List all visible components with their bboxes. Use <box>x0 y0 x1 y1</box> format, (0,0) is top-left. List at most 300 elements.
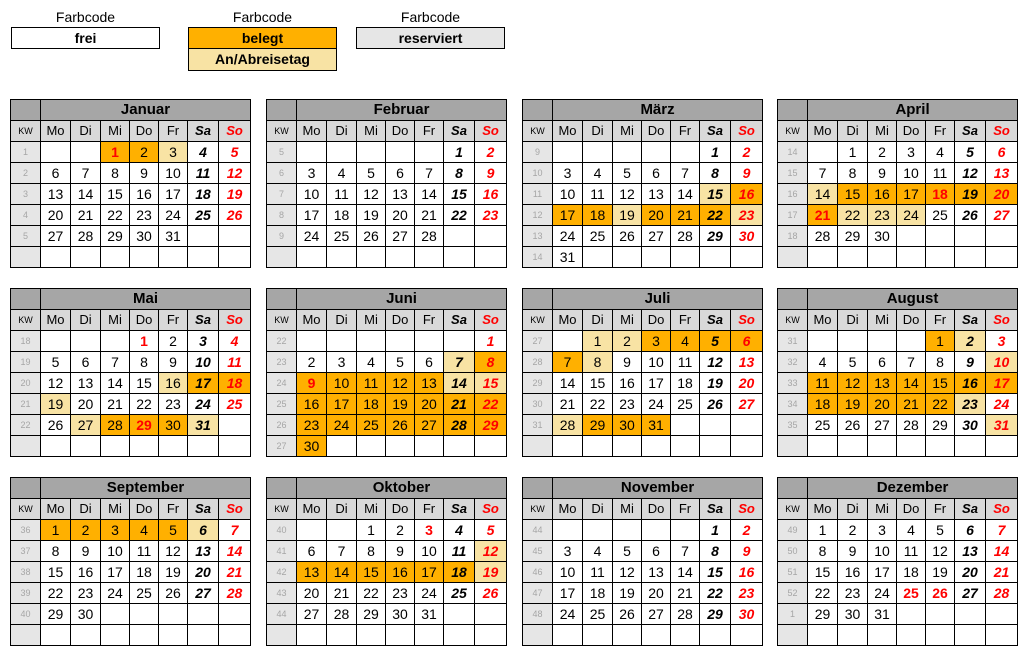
day-cell[interactable]: 28 <box>327 604 357 625</box>
day-cell[interactable]: 27 <box>868 415 897 436</box>
day-cell[interactable]: 13 <box>188 541 219 562</box>
day-cell[interactable]: 8 <box>838 163 868 184</box>
day-cell[interactable]: 22 <box>357 583 386 604</box>
day-cell[interactable]: 4 <box>130 520 159 541</box>
day-cell[interactable]: 29 <box>357 604 386 625</box>
day-cell[interactable]: 15 <box>583 373 613 394</box>
day-cell[interactable]: 1 <box>475 331 507 352</box>
day-cell[interactable]: 22 <box>444 205 475 226</box>
day-cell[interactable]: 26 <box>838 415 868 436</box>
day-cell[interactable]: 24 <box>897 205 926 226</box>
day-cell[interactable]: 12 <box>926 541 955 562</box>
day-cell[interactable]: 17 <box>642 373 671 394</box>
day-cell[interactable]: 22 <box>808 583 838 604</box>
day-cell[interactable]: 7 <box>71 163 101 184</box>
day-cell[interactable]: 14 <box>808 184 838 205</box>
day-cell[interactable]: 21 <box>327 583 357 604</box>
day-cell[interactable]: 29 <box>838 226 868 247</box>
day-cell[interactable]: 23 <box>386 583 415 604</box>
day-cell[interactable]: 21 <box>415 205 444 226</box>
day-cell[interactable]: 12 <box>475 541 507 562</box>
day-cell[interactable]: 15 <box>41 562 71 583</box>
day-cell[interactable]: 17 <box>159 184 188 205</box>
day-cell[interactable]: 13 <box>297 562 327 583</box>
day-cell[interactable]: 26 <box>159 583 188 604</box>
day-cell[interactable]: 2 <box>731 520 763 541</box>
day-cell[interactable]: 10 <box>159 163 188 184</box>
day-cell[interactable]: 29 <box>130 415 159 436</box>
day-cell[interactable]: 23 <box>71 583 101 604</box>
day-cell[interactable]: 19 <box>700 373 731 394</box>
day-cell[interactable]: 18 <box>808 394 838 415</box>
day-cell[interactable]: 27 <box>731 394 763 415</box>
day-cell[interactable]: 7 <box>327 541 357 562</box>
day-cell[interactable]: 28 <box>101 415 130 436</box>
day-cell[interactable]: 8 <box>700 163 731 184</box>
day-cell[interactable]: 18 <box>188 184 219 205</box>
day-cell[interactable]: 28 <box>444 415 475 436</box>
day-cell[interactable]: 13 <box>71 373 101 394</box>
day-cell[interactable]: 5 <box>700 331 731 352</box>
day-cell[interactable]: 23 <box>613 394 642 415</box>
day-cell[interactable]: 16 <box>868 184 897 205</box>
day-cell[interactable]: 26 <box>613 226 642 247</box>
day-cell[interactable]: 26 <box>613 604 642 625</box>
day-cell[interactable]: 25 <box>219 394 251 415</box>
day-cell[interactable]: 2 <box>71 520 101 541</box>
day-cell[interactable]: 14 <box>415 184 444 205</box>
day-cell[interactable]: 16 <box>475 184 507 205</box>
day-cell[interactable]: 4 <box>444 520 475 541</box>
day-cell[interactable]: 15 <box>838 184 868 205</box>
day-cell[interactable]: 21 <box>553 394 583 415</box>
day-cell[interactable]: 22 <box>130 394 159 415</box>
day-cell[interactable]: 24 <box>159 205 188 226</box>
day-cell[interactable]: 18 <box>897 562 926 583</box>
day-cell[interactable]: 7 <box>444 352 475 373</box>
day-cell[interactable]: 2 <box>868 142 897 163</box>
day-cell[interactable]: 6 <box>71 352 101 373</box>
day-cell[interactable]: 24 <box>415 583 444 604</box>
day-cell[interactable]: 13 <box>955 541 986 562</box>
day-cell[interactable]: 13 <box>642 562 671 583</box>
day-cell[interactable]: 30 <box>159 415 188 436</box>
day-cell[interactable]: 25 <box>188 205 219 226</box>
day-cell[interactable]: 2 <box>130 142 159 163</box>
day-cell[interactable]: 31 <box>188 415 219 436</box>
day-cell[interactable]: 25 <box>444 583 475 604</box>
day-cell[interactable]: 20 <box>188 562 219 583</box>
day-cell[interactable]: 16 <box>71 562 101 583</box>
day-cell[interactable]: 10 <box>101 541 130 562</box>
day-cell[interactable]: 18 <box>583 583 613 604</box>
day-cell[interactable]: 9 <box>731 541 763 562</box>
day-cell[interactable]: 19 <box>475 562 507 583</box>
day-cell[interactable]: 10 <box>415 541 444 562</box>
day-cell[interactable]: 5 <box>926 520 955 541</box>
day-cell[interactable]: 28 <box>71 226 101 247</box>
day-cell[interactable]: 26 <box>219 205 251 226</box>
day-cell[interactable]: 20 <box>868 394 897 415</box>
day-cell[interactable]: 25 <box>583 604 613 625</box>
day-cell[interactable]: 26 <box>475 583 507 604</box>
day-cell[interactable]: 9 <box>613 352 642 373</box>
day-cell[interactable]: 15 <box>130 373 159 394</box>
day-cell[interactable]: 6 <box>386 163 415 184</box>
day-cell[interactable]: 6 <box>415 352 444 373</box>
day-cell[interactable]: 18 <box>130 562 159 583</box>
day-cell[interactable]: 18 <box>583 205 613 226</box>
day-cell[interactable]: 3 <box>297 163 327 184</box>
day-cell[interactable]: 20 <box>71 394 101 415</box>
day-cell[interactable]: 17 <box>897 184 926 205</box>
day-cell[interactable]: 7 <box>808 163 838 184</box>
day-cell[interactable]: 13 <box>868 373 897 394</box>
day-cell[interactable]: 12 <box>613 184 642 205</box>
day-cell[interactable]: 20 <box>642 583 671 604</box>
day-cell[interactable]: 14 <box>327 562 357 583</box>
day-cell[interactable]: 19 <box>357 205 386 226</box>
day-cell[interactable]: 15 <box>700 184 731 205</box>
day-cell[interactable]: 16 <box>731 562 763 583</box>
day-cell[interactable]: 11 <box>327 184 357 205</box>
day-cell[interactable]: 14 <box>553 373 583 394</box>
day-cell[interactable]: 4 <box>808 352 838 373</box>
day-cell[interactable]: 30 <box>71 604 101 625</box>
day-cell[interactable]: 19 <box>219 184 251 205</box>
day-cell[interactable]: 20 <box>386 205 415 226</box>
day-cell[interactable]: 8 <box>41 541 71 562</box>
day-cell[interactable]: 11 <box>219 352 251 373</box>
day-cell[interactable]: 23 <box>159 394 188 415</box>
day-cell[interactable]: 25 <box>671 394 700 415</box>
day-cell[interactable]: 28 <box>553 415 583 436</box>
day-cell[interactable]: 29 <box>583 415 613 436</box>
day-cell[interactable]: 24 <box>868 583 897 604</box>
day-cell[interactable]: 24 <box>986 394 1018 415</box>
day-cell[interactable]: 1 <box>926 331 955 352</box>
day-cell[interactable]: 6 <box>955 520 986 541</box>
day-cell[interactable]: 27 <box>71 415 101 436</box>
day-cell[interactable]: 16 <box>838 562 868 583</box>
day-cell[interactable]: 3 <box>642 331 671 352</box>
day-cell[interactable]: 26 <box>926 583 955 604</box>
day-cell[interactable]: 5 <box>41 352 71 373</box>
day-cell[interactable]: 10 <box>327 373 357 394</box>
day-cell[interactable]: 15 <box>444 184 475 205</box>
day-cell[interactable]: 15 <box>808 562 838 583</box>
day-cell[interactable]: 9 <box>955 352 986 373</box>
day-cell[interactable]: 1 <box>583 331 613 352</box>
day-cell[interactable]: 21 <box>101 394 130 415</box>
day-cell[interactable]: 20 <box>415 394 444 415</box>
day-cell[interactable]: 24 <box>642 394 671 415</box>
day-cell[interactable]: 11 <box>444 541 475 562</box>
day-cell[interactable]: 15 <box>700 562 731 583</box>
day-cell[interactable]: 21 <box>671 205 700 226</box>
day-cell[interactable]: 11 <box>897 541 926 562</box>
day-cell[interactable]: 28 <box>808 226 838 247</box>
day-cell[interactable]: 10 <box>868 541 897 562</box>
day-cell[interactable]: 22 <box>475 394 507 415</box>
day-cell[interactable]: 11 <box>188 163 219 184</box>
day-cell[interactable]: 2 <box>613 331 642 352</box>
day-cell[interactable]: 6 <box>297 541 327 562</box>
day-cell[interactable]: 17 <box>327 394 357 415</box>
day-cell[interactable]: 31 <box>868 604 897 625</box>
day-cell[interactable]: 24 <box>188 394 219 415</box>
day-cell[interactable]: 22 <box>41 583 71 604</box>
day-cell[interactable]: 19 <box>926 562 955 583</box>
day-cell[interactable]: 8 <box>130 352 159 373</box>
day-cell[interactable]: 15 <box>926 373 955 394</box>
day-cell[interactable]: 12 <box>41 373 71 394</box>
day-cell[interactable]: 19 <box>613 583 642 604</box>
day-cell[interactable]: 30 <box>868 226 897 247</box>
day-cell[interactable]: 25 <box>897 583 926 604</box>
day-cell[interactable]: 18 <box>219 373 251 394</box>
day-cell[interactable]: 6 <box>642 541 671 562</box>
day-cell[interactable]: 31 <box>415 604 444 625</box>
day-cell[interactable]: 27 <box>986 205 1018 226</box>
day-cell[interactable]: 4 <box>583 163 613 184</box>
day-cell[interactable]: 2 <box>159 331 188 352</box>
day-cell[interactable]: 22 <box>926 394 955 415</box>
day-cell[interactable]: 5 <box>159 520 188 541</box>
day-cell[interactable]: 31 <box>159 226 188 247</box>
day-cell[interactable]: 10 <box>897 163 926 184</box>
day-cell[interactable]: 1 <box>700 520 731 541</box>
day-cell[interactable]: 21 <box>219 562 251 583</box>
day-cell[interactable]: 3 <box>415 520 444 541</box>
day-cell[interactable]: 3 <box>101 520 130 541</box>
day-cell[interactable]: 10 <box>553 562 583 583</box>
day-cell[interactable]: 17 <box>868 562 897 583</box>
day-cell[interactable]: 6 <box>986 142 1018 163</box>
day-cell[interactable]: 23 <box>297 415 327 436</box>
day-cell[interactable]: 16 <box>297 394 327 415</box>
day-cell[interactable]: 16 <box>130 184 159 205</box>
day-cell[interactable]: 22 <box>583 394 613 415</box>
day-cell[interactable]: 14 <box>71 184 101 205</box>
day-cell[interactable]: 4 <box>188 142 219 163</box>
day-cell[interactable]: 11 <box>583 562 613 583</box>
day-cell[interactable]: 24 <box>327 415 357 436</box>
day-cell[interactable]: 19 <box>386 394 415 415</box>
day-cell[interactable]: 22 <box>838 205 868 226</box>
day-cell[interactable]: 17 <box>101 562 130 583</box>
day-cell[interactable]: 23 <box>868 205 897 226</box>
day-cell[interactable]: 7 <box>671 163 700 184</box>
day-cell[interactable]: 24 <box>553 226 583 247</box>
day-cell[interactable]: 12 <box>700 352 731 373</box>
day-cell[interactable]: 12 <box>838 373 868 394</box>
day-cell[interactable]: 28 <box>219 583 251 604</box>
day-cell[interactable]: 17 <box>415 562 444 583</box>
day-cell[interactable]: 17 <box>986 373 1018 394</box>
day-cell[interactable]: 7 <box>415 163 444 184</box>
day-cell[interactable]: 10 <box>553 184 583 205</box>
day-cell[interactable]: 16 <box>386 562 415 583</box>
day-cell[interactable]: 9 <box>838 541 868 562</box>
day-cell[interactable]: 1 <box>130 331 159 352</box>
day-cell[interactable]: 27 <box>188 583 219 604</box>
day-cell[interactable]: 28 <box>897 415 926 436</box>
day-cell[interactable]: 17 <box>553 205 583 226</box>
day-cell[interactable]: 9 <box>71 541 101 562</box>
day-cell[interactable]: 19 <box>41 394 71 415</box>
day-cell[interactable]: 3 <box>188 331 219 352</box>
day-cell[interactable]: 1 <box>838 142 868 163</box>
day-cell[interactable]: 30 <box>297 436 327 457</box>
day-cell[interactable]: 1 <box>41 520 71 541</box>
day-cell[interactable]: 27 <box>386 226 415 247</box>
day-cell[interactable]: 9 <box>159 352 188 373</box>
day-cell[interactable]: 25 <box>327 226 357 247</box>
day-cell[interactable]: 25 <box>130 583 159 604</box>
day-cell[interactable]: 17 <box>188 373 219 394</box>
day-cell[interactable]: 27 <box>642 604 671 625</box>
day-cell[interactable]: 2 <box>838 520 868 541</box>
day-cell[interactable]: 5 <box>219 142 251 163</box>
day-cell[interactable]: 2 <box>955 331 986 352</box>
day-cell[interactable]: 11 <box>808 373 838 394</box>
day-cell[interactable]: 22 <box>101 205 130 226</box>
day-cell[interactable]: 7 <box>219 520 251 541</box>
day-cell[interactable]: 23 <box>955 394 986 415</box>
day-cell[interactable]: 20 <box>955 562 986 583</box>
day-cell[interactable]: 12 <box>219 163 251 184</box>
day-cell[interactable]: 3 <box>553 541 583 562</box>
day-cell[interactable]: 6 <box>41 163 71 184</box>
day-cell[interactable]: 8 <box>444 163 475 184</box>
day-cell[interactable]: 29 <box>808 604 838 625</box>
day-cell[interactable]: 12 <box>613 562 642 583</box>
day-cell[interactable]: 18 <box>671 373 700 394</box>
day-cell[interactable]: 31 <box>986 415 1018 436</box>
day-cell[interactable]: 30 <box>613 415 642 436</box>
day-cell[interactable]: 24 <box>297 226 327 247</box>
day-cell[interactable]: 2 <box>731 142 763 163</box>
day-cell[interactable]: 5 <box>475 520 507 541</box>
day-cell[interactable]: 31 <box>642 415 671 436</box>
day-cell[interactable]: 15 <box>101 184 130 205</box>
day-cell[interactable]: 13 <box>731 352 763 373</box>
day-cell[interactable]: 27 <box>297 604 327 625</box>
day-cell[interactable]: 6 <box>868 352 897 373</box>
day-cell[interactable]: 3 <box>897 142 926 163</box>
day-cell[interactable]: 29 <box>475 415 507 436</box>
day-cell[interactable]: 5 <box>613 163 642 184</box>
day-cell[interactable]: 30 <box>731 226 763 247</box>
day-cell[interactable]: 20 <box>731 373 763 394</box>
day-cell[interactable]: 30 <box>838 604 868 625</box>
day-cell[interactable]: 14 <box>986 541 1018 562</box>
day-cell[interactable]: 11 <box>357 373 386 394</box>
day-cell[interactable]: 28 <box>671 604 700 625</box>
day-cell[interactable]: 4 <box>583 541 613 562</box>
day-cell[interactable]: 8 <box>101 163 130 184</box>
day-cell[interactable]: 29 <box>700 226 731 247</box>
day-cell[interactable]: 5 <box>386 352 415 373</box>
day-cell[interactable]: 16 <box>613 373 642 394</box>
day-cell[interactable]: 14 <box>897 373 926 394</box>
day-cell[interactable]: 4 <box>897 520 926 541</box>
day-cell[interactable]: 9 <box>868 163 897 184</box>
day-cell[interactable]: 5 <box>955 142 986 163</box>
day-cell[interactable]: 25 <box>583 226 613 247</box>
day-cell[interactable]: 26 <box>955 205 986 226</box>
day-cell[interactable]: 7 <box>897 352 926 373</box>
day-cell[interactable]: 12 <box>159 541 188 562</box>
day-cell[interactable]: 23 <box>731 583 763 604</box>
day-cell[interactable]: 23 <box>475 205 507 226</box>
day-cell[interactable]: 6 <box>642 163 671 184</box>
day-cell[interactable]: 21 <box>897 394 926 415</box>
day-cell[interactable]: 9 <box>386 541 415 562</box>
day-cell[interactable]: 3 <box>986 331 1018 352</box>
day-cell[interactable]: 26 <box>41 415 71 436</box>
day-cell[interactable]: 5 <box>838 352 868 373</box>
day-cell[interactable]: 3 <box>553 163 583 184</box>
day-cell[interactable]: 19 <box>613 205 642 226</box>
day-cell[interactable]: 13 <box>41 184 71 205</box>
day-cell[interactable]: 16 <box>955 373 986 394</box>
day-cell[interactable]: 13 <box>415 373 444 394</box>
day-cell[interactable]: 20 <box>297 583 327 604</box>
day-cell[interactable]: 21 <box>671 583 700 604</box>
day-cell[interactable]: 14 <box>444 373 475 394</box>
day-cell[interactable]: 2 <box>475 142 507 163</box>
day-cell[interactable]: 29 <box>700 604 731 625</box>
day-cell[interactable]: 26 <box>386 415 415 436</box>
day-cell[interactable]: 23 <box>838 583 868 604</box>
day-cell[interactable]: 1 <box>808 520 838 541</box>
day-cell[interactable]: 20 <box>41 205 71 226</box>
day-cell[interactable]: 13 <box>386 184 415 205</box>
day-cell[interactable]: 5 <box>357 163 386 184</box>
day-cell[interactable]: 4 <box>671 331 700 352</box>
day-cell[interactable]: 7 <box>553 352 583 373</box>
day-cell[interactable]: 10 <box>297 184 327 205</box>
day-cell[interactable]: 3 <box>327 352 357 373</box>
day-cell[interactable]: 21 <box>444 394 475 415</box>
day-cell[interactable]: 14 <box>101 373 130 394</box>
day-cell[interactable]: 11 <box>583 184 613 205</box>
day-cell[interactable]: 25 <box>926 205 955 226</box>
day-cell[interactable]: 7 <box>671 541 700 562</box>
day-cell[interactable]: 19 <box>838 394 868 415</box>
day-cell[interactable]: 15 <box>475 373 507 394</box>
day-cell[interactable]: 18 <box>327 205 357 226</box>
day-cell[interactable]: 12 <box>386 373 415 394</box>
day-cell[interactable]: 8 <box>475 352 507 373</box>
day-cell[interactable]: 18 <box>357 394 386 415</box>
day-cell[interactable]: 20 <box>986 184 1018 205</box>
day-cell[interactable]: 22 <box>700 583 731 604</box>
day-cell[interactable]: 4 <box>327 163 357 184</box>
day-cell[interactable]: 1 <box>700 142 731 163</box>
day-cell[interactable]: 17 <box>297 205 327 226</box>
day-cell[interactable]: 17 <box>553 583 583 604</box>
day-cell[interactable]: 1 <box>101 142 130 163</box>
day-cell[interactable]: 1 <box>357 520 386 541</box>
day-cell[interactable]: 27 <box>642 226 671 247</box>
day-cell[interactable]: 2 <box>386 520 415 541</box>
day-cell[interactable]: 20 <box>642 205 671 226</box>
day-cell[interactable]: 8 <box>700 541 731 562</box>
day-cell[interactable]: 27 <box>41 226 71 247</box>
